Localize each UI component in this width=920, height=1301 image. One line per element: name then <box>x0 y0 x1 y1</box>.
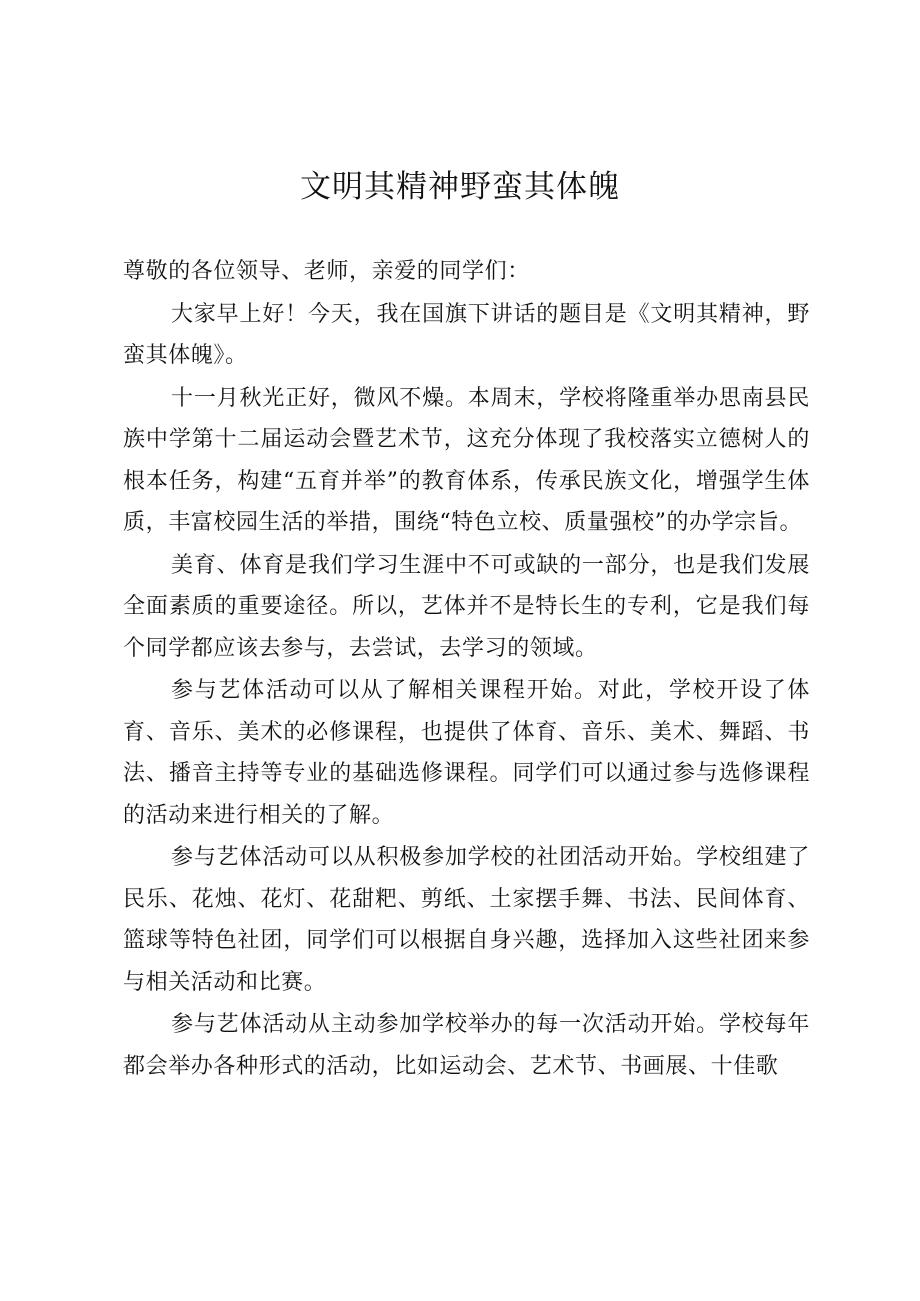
document-title: 文明其精神野蛮其体魄 <box>300 169 620 205</box>
paragraph-6: 参与艺体活动从主动参加学校举办的每一次活动开始。学校每年都会举办各种形式的活动，比如运动会、艺术节、书画展、十佳歌 <box>123 1012 810 1079</box>
document-body <box>123 251 810 1088</box>
paragraph-5: 参与艺体活动可以从积极参加学校的社团活动开始。学校组建了民乐、花烛、花灯、花甜粑、剪纸、土家摆手舞、书法、民间体育、篮球等特色社团，同学们可以根据自身兴趣，选择加入这些社团来参与相关活动和比赛。 <box>123 845 810 995</box>
paragraph-3: 美育、体育是我们学习生涯中不可或缺的一部分，也是我们发展全面素质的重要途径。所以，艺体并不是特长生的专利，它是我们每个同学都应该去参与，去尝试，去学习的领域。 <box>123 552 810 661</box>
salutation: 尊敬的各位领导、老师，亲爱的同学们： <box>123 259 530 284</box>
paragraph-1: 大家早上好！今天，我在国旗下讲话的题目是《文明其精神，野蛮其体魄》。 <box>123 301 810 368</box>
paragraph-2: 十一月秋光正好，微风不燥。本周末，学校将隆重举办思南县民族中学第十二届运动会暨艺术节，这充分体现了我校落实立德树人的根本任务，构建“五育并举”的教育体系，传承民族文化，增强学生体质，丰富校园生活的举措，围绕“特色立校、质量强校”的办学宗旨。 <box>123 385 810 535</box>
paragraph-4: 参与艺体活动可以从了解相关课程开始。对此，学校开设了体育、音乐、美术的必修课程，也提供了体育、音乐、美术、舞蹈、书法、播音主持等专业的基础选修课程。同学们可以通过参与选修课程的活动来进行相关的了解。 <box>123 678 810 828</box>
